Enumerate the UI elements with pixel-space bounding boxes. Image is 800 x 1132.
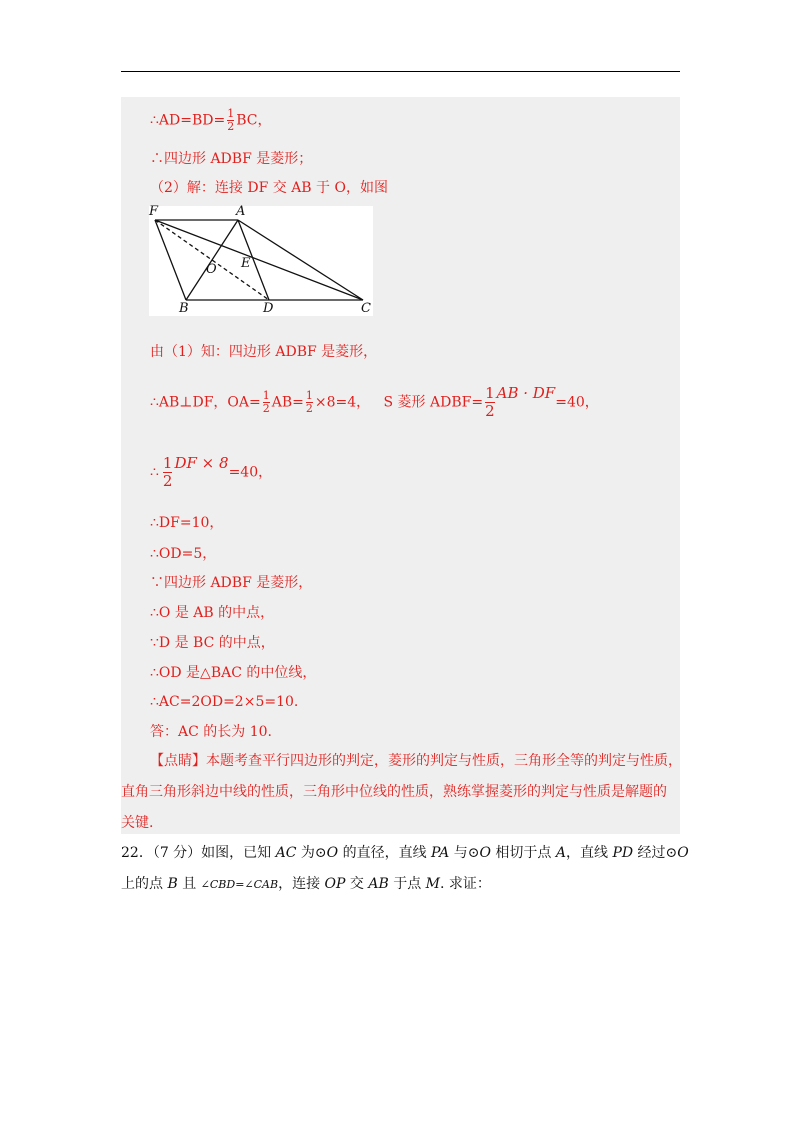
- solution-line-3: （2）解：连接 DF 交 AB 于 O，如图: [150, 180, 388, 196]
- solution-line-8: ∴OD=5，: [150, 546, 217, 562]
- note-line-3: 关键.: [121, 815, 154, 831]
- solution-line-4: 由（1）知：四边形 ADBF 是菱形，: [150, 344, 378, 360]
- question-22-line-2: 上的点 B 且 ∠CBD=∠CAB，连接 OP 交 AB 于点 M. 求证：: [121, 876, 491, 892]
- rhombus-diagram: [149, 206, 373, 316]
- note-line-2: 直角三角形斜边中线的性质，三角形中位线的性质，熟练掌握菱形的判定与性质是解题的: [121, 784, 667, 800]
- label-A: A: [236, 204, 246, 219]
- solution-line-2: ∴四边形 ADBF 是菱形；: [150, 151, 313, 167]
- fraction-half: $\frac{1}{2}$: [227, 107, 235, 133]
- note-line-1: 【点睛】本题考查平行四边形的判定，菱形的判定与性质，三角形全等的判定与性质，: [150, 753, 682, 769]
- solution-line-7: ∴DF=10，: [150, 515, 224, 531]
- header-rule: [121, 71, 680, 72]
- solution-line-1: ∴AD=BD= $\frac{1}{2}$ BC，: [150, 107, 272, 133]
- label-D: D: [263, 301, 274, 316]
- solution-line-9: ∵四边形 ADBF 是菱形，: [150, 575, 313, 591]
- label-C: C: [361, 301, 371, 316]
- solution-line-10: ∴O 是 AB 的中点，: [150, 605, 275, 621]
- label-O: O: [206, 262, 217, 277]
- label-E: E: [241, 256, 251, 271]
- solution-line-11: ∵D 是 BC 的中点，: [150, 635, 275, 651]
- solution-line-12: ∴OD 是△BAC 的中位线，: [150, 665, 317, 681]
- solution-line-13: ∴AC=2OD=2×5=10.: [150, 694, 299, 710]
- solution-line-5: ∴AB⊥DF，OA= $\frac{1}{2}$ AB= $\frac{1}{2}$ ×8=4， S 菱形 ADBF= $\frac{1}{2}$ AB · DF=40，: [150, 383, 599, 420]
- solution-line-14: 答：AC 的长为 10.: [150, 724, 272, 740]
- label-F: F: [149, 204, 159, 219]
- circle-symbol: ⊙O: [314, 845, 339, 861]
- solution-line-6: ∴ $\frac{1}{2}$ DF × 8=40，: [150, 453, 273, 490]
- label-B: B: [179, 301, 189, 316]
- geometry-figure: [149, 206, 373, 316]
- question-22-line-1: 22．（7 分）如图，已知 AC 为⊙O 的直径，直线 PA 与⊙O 相切于点 A，直线 PD 经过⊙O: [121, 845, 689, 861]
